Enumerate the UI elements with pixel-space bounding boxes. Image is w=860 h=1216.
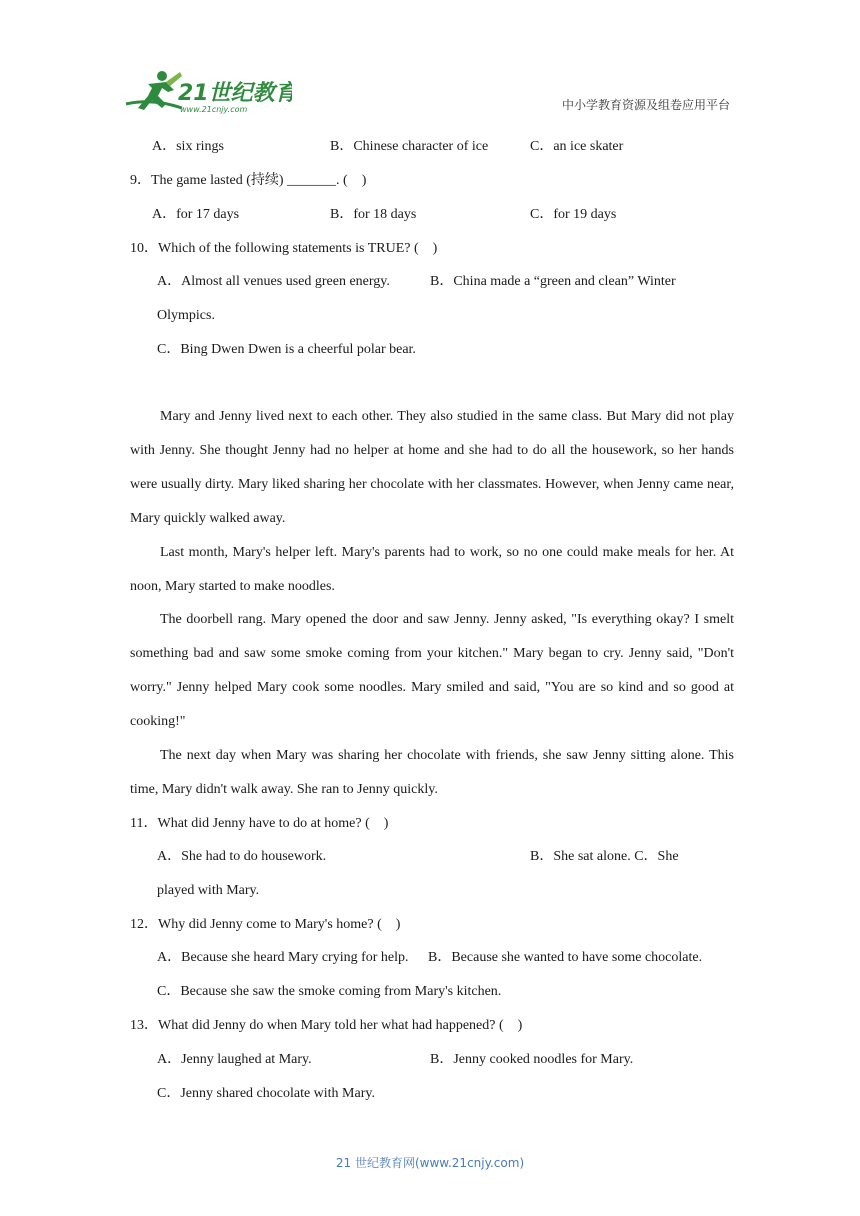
runner-logo-icon (122, 68, 292, 116)
q12-option-a: A．Because she heard Mary crying for help. (157, 950, 409, 965)
q9-stem: 9．The game lasted (持续) _______. ( ) (130, 173, 367, 188)
q13-option-a: A．Jenny laughed at Mary. (157, 1052, 312, 1067)
header-platform-text: 中小学教育资源及组卷应用平台 (561, 98, 730, 112)
q10-option-b-continued: Olympics. (157, 308, 215, 323)
q8-option-c: C．an ice skater (530, 139, 624, 154)
q11-stem: 11．What did Jenny have to do at home? ( ) (130, 816, 389, 831)
q10-option-c: C．Bing Dwen Dwen is a cheerful polar bear. (157, 342, 416, 357)
q11-option-c-continued: played with Mary. (157, 883, 260, 898)
q11-option-b-c: B．She sat alone. C．She (530, 849, 679, 864)
q13-option-b: B．Jenny cooked noodles for Mary. (430, 1052, 634, 1067)
q12-stem: 12．Why did Jenny come to Mary's home? ( ) (130, 917, 401, 932)
q13-option-c: C．Jenny shared chocolate with Mary. (157, 1086, 375, 1101)
q11-option-a: A．She had to do housework. (157, 849, 327, 864)
logo-text: 21世纪教育 (178, 81, 292, 106)
q10-option-b: B．China made a “green and clean” Winter (430, 274, 676, 289)
footer-site-link[interactable]: 21 世纪教育网(www.21cnjy.com) (335, 1156, 525, 1170)
passage-paragraph-2: Last month, Mary's helper left. Mary's parents had to work, so no one could make meals for her. At noon, Mary started to make noodles. (130, 545, 734, 594)
logo-url: www.21cnjy.com (180, 105, 248, 114)
passage-paragraph-1: Mary and Jenny lived next to each other. They also studied in the same class. But Mary did not play with Jenny. She thought Jenny had no helper at home and she had to do all the housework, so her hands were usually dirty. Mary liked sharing her chocolate with her classmates. However, when Jenny came near, Mary quickly walked away. (130, 409, 734, 526)
q10-option-a: A．Almost all venues used green energy. (157, 274, 390, 289)
q9-option-a: A．for 17 days (152, 207, 240, 222)
passage-paragraph-3: The doorbell rang. Mary opened the door and saw Jenny. Jenny asked, "Is everything okay? I smelt something bad and saw some smoke coming from your kitchen." Mary began to cry. Jenny said, "Don't worry." Jenny helped Mary cook some noodles. Mary smiled and said, "You are so kind and so good at cooking!" (130, 612, 734, 729)
q13-stem: 13．What did Jenny do when Mary told her what had happened? ( ) (130, 1018, 523, 1033)
site-logo (122, 68, 292, 116)
q12-option-b: B．Because she wanted to have some chocolate. (428, 950, 703, 965)
q9-option-b: B．for 18 days (330, 207, 417, 222)
q10-stem: 10．Which of the following statements is TRUE? ( ) (130, 241, 438, 256)
q12-option-c: C．Because she saw the smoke coming from Mary's kitchen. (157, 984, 502, 999)
q9-option-c: C．for 19 days (530, 207, 617, 222)
passage-paragraph-4: The next day when Mary was sharing her chocolate with friends, she saw Jenny sitting alone. This time, Mary didn't walk away. She ran to Jenny quickly. (130, 748, 734, 797)
q8-option-b: B．Chinese character of ice (330, 139, 489, 154)
q8-option-a: A．six rings (152, 139, 224, 154)
